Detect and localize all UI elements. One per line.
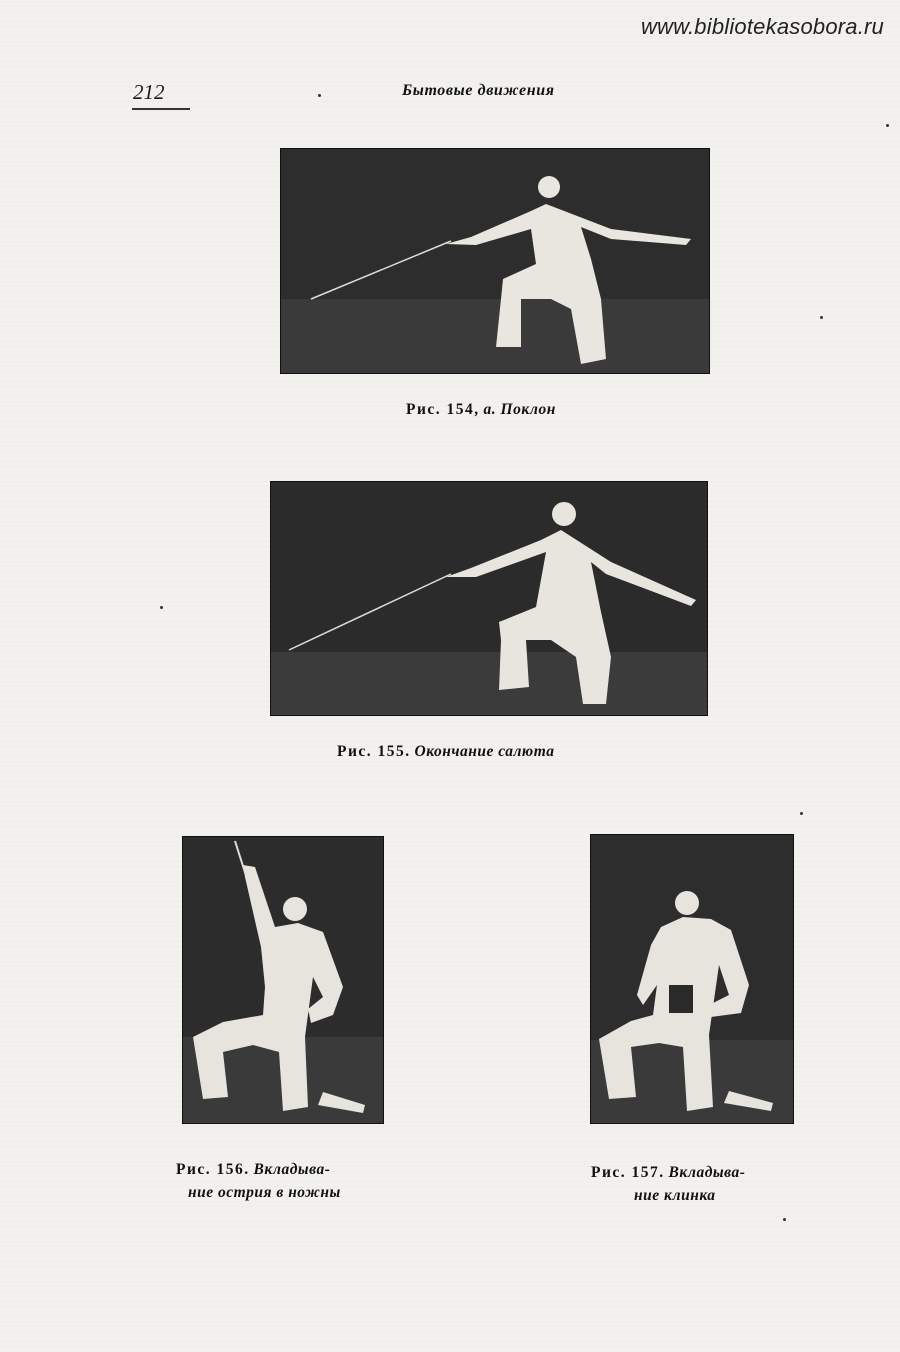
figure-156-title-line1: Вкладыва-	[253, 1161, 331, 1178]
figure-156-photo	[182, 836, 384, 1124]
print-speck	[160, 606, 163, 609]
figure-154-photo	[280, 148, 710, 374]
figure-157-label: Рис. 157.	[591, 1164, 665, 1181]
figure-157-title-line1: Вкладыва-	[668, 1164, 746, 1181]
figure-156-caption	[176, 1161, 330, 1179]
figure-157-photo	[590, 834, 794, 1124]
print-speck	[318, 94, 321, 97]
watermark: www.bibliotekasobora.ru	[640, 14, 884, 39]
figure-156-label: Рис. 156.	[176, 1161, 250, 1178]
figure-155-caption	[337, 743, 555, 761]
print-speck	[783, 1218, 786, 1221]
running-head: Бытовые движения	[402, 82, 555, 99]
figure-155-title: Окончание салюта	[414, 743, 555, 760]
page-number-rule	[132, 108, 190, 110]
figure-157-caption	[591, 1164, 745, 1182]
figure-157-caption-line2: ние клинка	[634, 1187, 716, 1204]
figure-156-caption-line2: ние острия в ножны	[188, 1184, 341, 1201]
figure-155-label: Рис. 155.	[337, 743, 411, 760]
figure-154-title: а. Поклон	[483, 401, 556, 418]
print-speck	[820, 316, 823, 319]
figure-154-label: Рис. 154,	[406, 401, 480, 418]
page-number: 212	[133, 80, 165, 104]
figure-155-photo	[270, 481, 708, 716]
figure-154-caption	[406, 401, 556, 419]
print-speck	[800, 812, 803, 815]
print-speck	[886, 124, 889, 127]
